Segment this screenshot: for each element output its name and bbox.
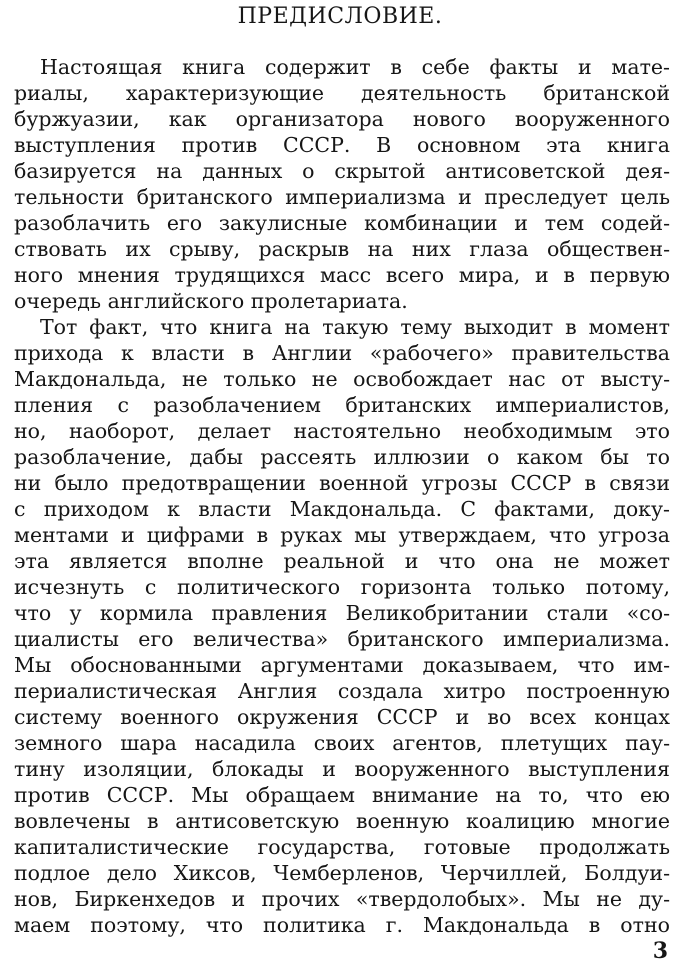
text-line: Тот факт, что книга на такую тему выходит в момент <box>40 315 670 339</box>
text-line: Мы обоснованными аргументами доказываем, что им- <box>14 653 670 677</box>
text-line: против СССР. Мы обращаем внимание на то, что ею <box>14 783 670 807</box>
text-line: периалистическая Англия создала хитро построенную <box>14 679 670 703</box>
text-line: нов, Биркенхедов и прочих «твердолобых». Мы не ду- <box>14 887 670 911</box>
text-line: разоблачить его закулисные комбинации и тем содей- <box>14 211 670 235</box>
text-line: ментами и цифрами в руках мы утверждаем, что угроза <box>14 523 670 547</box>
text-line: выступления против СССР. В основном эта книга <box>14 133 670 157</box>
page-title: ПРЕДИСЛОВИЕ. <box>237 4 443 29</box>
text-line: ни было предотвращении военной угрозы СССР в связи <box>14 471 670 495</box>
text-line: базируется на данных о скрытой антисоветской дея- <box>14 159 670 183</box>
text-line: подлое дело Хиксов, Чемберленов, Черчиллей, Болдуи- <box>14 861 670 885</box>
text-line: исчезнуть с политического горизонта только потому, <box>14 575 670 599</box>
text-line: циалисты его величества» британского империализма. <box>14 627 670 651</box>
text-line: капиталистические государства, готовые продолжать <box>14 835 670 859</box>
text-line: маем поэтому, что политика г. Макдональда в отно <box>14 913 670 937</box>
text-line: прихода к власти в Англии «рабочего» правительства <box>14 341 670 365</box>
body-text <box>14 54 670 938</box>
text-line: Настоящая книга содержит в себе факты и мате- <box>40 55 670 79</box>
text-line: с приходом к власти Макдональда. С фактами, доку- <box>14 497 670 521</box>
page-number: 3 <box>652 938 668 964</box>
text-line: буржуазии, как организатора нового вооруженного <box>14 107 670 131</box>
text-line: очередь английского пролетариата. <box>14 289 408 313</box>
text-line: вовлечены в антисоветскую военную коалицию многие <box>14 809 670 833</box>
text-line: пления с разоблачением британских империалистов, <box>14 393 670 417</box>
text-line: Макдональда, не только не освобождает нас от высту- <box>14 367 670 391</box>
text-line: но, наоборот, делает настоятельно необходимым это <box>14 419 670 443</box>
text-line: разоблачение, дабы рассеять иллюзии о каком бы то <box>14 445 670 469</box>
text-line: тельности британского империализма и преследует цель <box>14 185 670 209</box>
text-line: ствовать их срыву, раскрыв на них глаза обществен- <box>14 237 670 261</box>
text-line: ного мнения трудящихся масс всего мира, и в первую <box>14 263 670 287</box>
text-line: тину изоляции, блокады и вооруженного выступления <box>14 757 670 781</box>
text-line: риалы, характеризующие деятельность британской <box>14 81 670 105</box>
text-line: систему военного окружения СССР и во всех концах <box>14 705 670 729</box>
text-line: эта является вполне реальной и что она не может <box>14 549 670 573</box>
text-line: земного шара насадила своих агентов, плетущих пау- <box>14 731 670 755</box>
text-line: что у кормила правления Великобритании стали «со- <box>14 601 670 625</box>
